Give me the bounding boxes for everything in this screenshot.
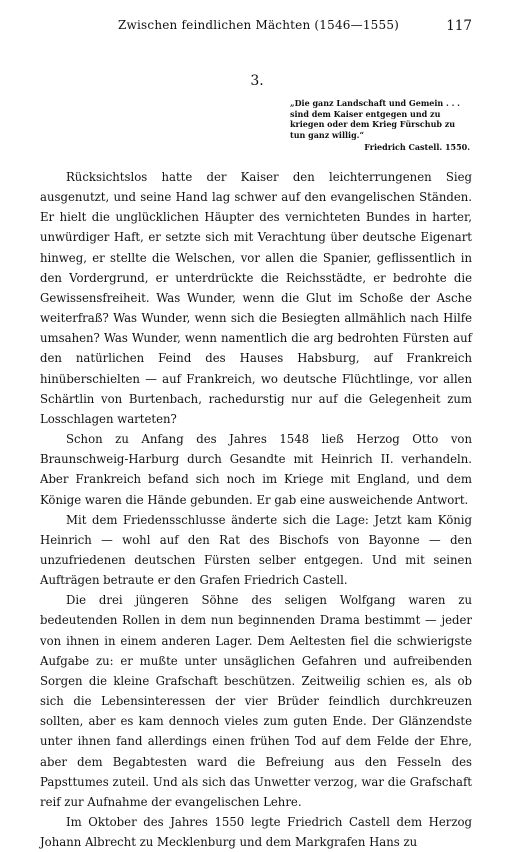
epigraph-quote: „Die ganz Landschaft und Gemein . . . sind dem Kaiser entgegen und zu kriegen oder dem Krieg Fürschub zu tun ganz willig.“ — [290, 98, 460, 140]
body-text — [40, 167, 472, 852]
paragraph: Mit dem Friedensschlusse änderte sich die Lage: Jetzt kam König Heinrich — wohl auf den Rat des Bischofs von Bayonne — den unzufriedenen deutschen Fürsten selber entgegen. Und mit seinen Aufträgen betraute er den Grafen Friedrich Castell. — [40, 512, 472, 588]
paragraph: Rücksichtslos hatte der Kaiser den leichterrungenen Sieg ausgenutzt, und seine Hand lag schwer auf den evangelischen Ständen. Er hielt die unglücklichen Häupter des vernichteten Bundes in harter, unwürdiger Haft, er setzte sich mit Verachtung über deutsche Eigenart hinweg, er stellte die Welschen, vor allen die Spanier, geflissentlich in den Vordergrund, er unterdrückte die Reichsstädte, er bedrohte die Gewissensfreiheit. Was Wunder, wenn die Glut im Schoße der Asche weiterfraß? Was Wunder, wenn sich die Besiegten allmählich nach Hilfe umsahen? Was Wunder, wenn namentlich die arg bedrohten Fürsten auf den natürlichen Feind des Hauses Habsburg, auf Frankreich hinüberschielten — auf Frankreich, wo deutsche Flüchtlinge, vor allen Schärtlin von Burtenbach, rachedurstig nur auf die Gelegenheit zum Losschlagen warteten? — [40, 170, 472, 426]
epigraph-source: Friedrich Castell. 1550. — [364, 142, 470, 152]
page-number: 117 — [446, 18, 472, 34]
paragraph: Die drei jüngeren Söhne des seligen Wolfgang waren zu bedeutenden Rollen in dem nun beginnenden Drama bestimmt — jeder von ihnen in einem anderen Lager. Dem Aeltesten fiel die schwierigste Aufgabe zu: er mußte unter unsäglichen Gefahren und aufreibenden Sorgen die kleine Grafschaft beschützen. Zeitweilig schien es, als ob sich die Lebensinteressen der vier Brüder feindlich durchkreuzen sollten, aber es kam dennoch vieles zum guten Ende. Der Glänzendste unter ihnen fand allerdings einen frühen Tod auf dem Felde der Ehre, aber dem Begabtesten ward die Befreiung aus den Fesseln des Papsttumes zuteil. Und als sich das Unwetter verzog, war die Grafschaft reif zur Aufnahme der evangelischen Lehre. — [40, 593, 472, 809]
running-head-title: Zwischen feindlichen Mächten (1546—1555) — [118, 18, 400, 32]
section-number: 3. — [250, 73, 264, 89]
paragraph: Im Oktober des Jahres 1550 legte Friedrich Castell dem Herzog Johann Albrecht zu Mecklenburg und dem Markgrafen Hans zu — [40, 815, 472, 850]
paragraph: Schon zu Anfang des Jahres 1548 ließ Herzog Otto von Braunschweig-Harburg durch Gesandte mit Heinrich II. verhandeln. Aber Frankreich befand sich noch im Kriege mit England, und dem Könige waren die Hände gebunden. Er gab eine ausweichende Antwort. — [40, 432, 472, 507]
